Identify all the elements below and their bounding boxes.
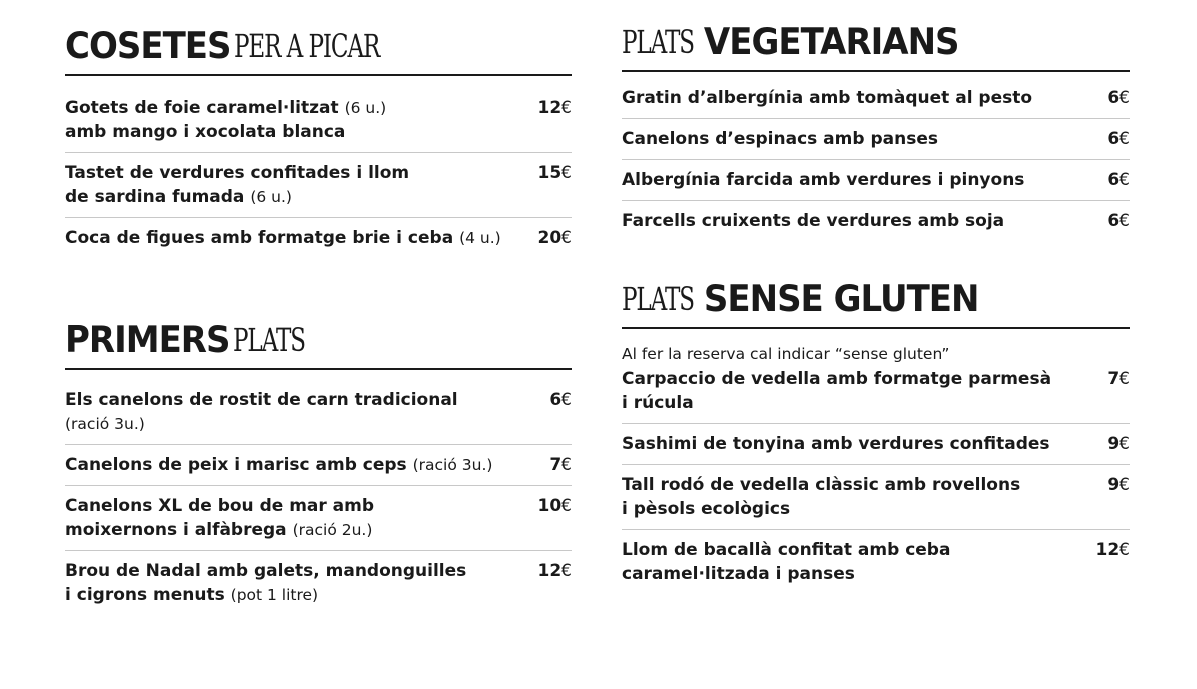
section-plats-vegetarians [622,22,1130,241]
menu-item [65,445,572,486]
menu-item-description [622,367,1051,415]
menu-item [65,370,572,445]
right-column [622,22,1130,594]
dish-name: Canelons XL de bou de mar amb [65,496,375,516]
euro-icon: € [1119,434,1130,454]
section-title-primers [65,320,572,370]
menu-item-description [622,538,950,586]
price-amount: 9 [1107,475,1120,495]
dish-name: Tall rodó de vedella clàssic amb rovellons [622,475,1021,495]
menu-item-description [65,388,458,436]
section-title-vegetarians [622,22,1130,72]
menu-list [65,370,572,615]
section-primers-plats [65,320,572,615]
euro-icon: € [1119,369,1130,389]
menu-item-description [65,226,501,250]
dish-name: Els canelons de rostit de carn tradicional [65,390,458,410]
dish-name-continued: i pèsols ecològics [622,499,791,519]
price-amount: 6 [1107,129,1120,149]
left-column [65,26,572,615]
title-light: PER A PICAR [234,27,380,65]
menu-list [622,365,1130,594]
menu-item [65,218,572,258]
euro-icon: € [561,163,572,183]
menu-item [622,72,1130,119]
dish-name: Canelons d’espinacs amb panses [622,129,938,149]
price-amount: 12 [537,98,562,118]
menu-list [622,72,1130,241]
menu-item [622,465,1130,530]
menu-item-description [622,127,938,151]
description-line-1 [622,432,1050,456]
menu-item [622,424,1130,465]
description-line-1 [622,86,1032,110]
menu-item [65,76,572,153]
euro-icon: € [1119,170,1130,190]
description-line-1 [622,367,1051,391]
title-light: PLATS [622,23,694,61]
title-light: PLATS [233,321,306,359]
euro-icon: € [1119,475,1130,495]
euro-icon: € [1119,88,1130,108]
description-line-1 [622,209,1004,233]
euro-icon: € [561,390,572,410]
price-amount: 6 [1107,170,1120,190]
menu-item-price [1107,432,1130,456]
price-amount: 6 [1107,88,1120,108]
euro-icon: € [561,228,572,248]
menu-item-price [1107,209,1130,233]
portion-note: (4 u.) [459,229,501,247]
menu-item-price [1096,538,1131,562]
euro-icon: € [561,455,572,475]
menu-item-price [538,226,573,250]
description-line-1 [65,559,466,583]
description-line-2 [65,185,409,209]
price-amount: 6 [1107,211,1120,231]
portion-note: (6 u.) [344,99,387,117]
euro-icon: € [1119,540,1130,560]
price-amount: 12 [537,561,562,581]
title-bold: VEGETARIANS [703,20,959,64]
section-title-cosetes [65,26,572,76]
title-light: PLATS [622,280,694,318]
description-line-1 [65,453,492,477]
dish-name-continued: caramel·litzada i panses [622,564,855,584]
description-line-1 [65,226,501,250]
menu-item-price [1107,367,1130,391]
portion-note: (ració 2u.) [292,521,373,539]
menu-item-description [65,559,466,607]
section-title-gluten [622,279,1130,329]
menu-item-description [622,86,1032,110]
dish-name: Tastet de verdures confitades i llom [65,163,410,183]
price-amount: 7 [1107,369,1120,389]
description-line-2 [65,518,374,542]
menu-item-description [65,96,386,144]
menu-item [65,153,572,218]
menu-item-description [65,453,492,477]
description-line-2 [65,412,458,436]
menu-item-description [622,432,1050,456]
portion-note: (pot 1 litre) [230,586,319,604]
menu-item-description [65,161,409,209]
price-amount: 6 [549,390,562,410]
menu-item [65,486,572,551]
description-line-1 [622,538,950,562]
description-line-2 [622,391,1051,415]
menu-item-price [1107,473,1130,497]
euro-icon: € [1119,211,1130,231]
description-line-2 [65,583,466,607]
description-line-1 [65,494,374,518]
dish-name-continued: amb mango i xocolata blanca [65,122,346,142]
dish-name-continued: de sardina fumada [65,187,245,207]
menu-item-price [538,161,573,185]
menu-item [65,551,572,615]
dish-name: Gotets de foie caramel·litzat [65,98,339,118]
gluten-note: Al fer la reserva cal indicar “sense gluten” [622,345,950,363]
dish-name: Albergínia farcida amb verdures i pinyons [622,170,1025,190]
dish-name: Sashimi de tonyina amb verdures confitades [622,434,1050,454]
menu-item-description [622,473,1020,521]
dish-name: Canelons de peix i marisc amb ceps [65,455,407,475]
dish-name: Llom de bacallà confitat amb ceba [622,540,951,560]
menu-item-price [1107,127,1130,151]
title-bold: SENSE GLUTEN [703,277,979,321]
menu-list [65,76,572,258]
description-line-2 [622,497,1020,521]
price-amount: 12 [1095,540,1120,560]
dish-name-continued: i rúcula [622,393,694,413]
dish-name: Carpaccio de vedella amb formatge parmesà [622,369,1052,389]
portion-note: (6 u.) [250,188,292,206]
description-line-1 [65,161,409,185]
price-amount: 10 [537,496,562,516]
euro-icon: € [561,98,572,118]
description-line-1 [622,473,1020,497]
price-amount: 7 [549,455,562,475]
portion-note: (ració 3u.) [65,415,145,433]
menu-item-description [622,209,1004,233]
euro-icon: € [1119,129,1130,149]
menu-item-price [538,559,573,583]
menu-item [622,119,1130,160]
description-line-1 [622,127,938,151]
title-bold: PRIMERS [65,318,230,362]
menu-item-price [549,388,572,412]
menu-item [622,160,1130,201]
dish-name: Coca de figues amb formatge brie i ceba [65,228,454,248]
dish-name-continued: i cigrons menuts [65,585,225,605]
description-line-2 [65,120,386,144]
description-line-1 [622,168,1024,192]
title-bold: COSETES [65,24,231,68]
euro-icon: € [561,496,572,516]
menu-item [622,201,1130,241]
menu-item [622,365,1130,424]
dish-name: Farcells cruixents de verdures amb soja [622,211,1005,231]
price-amount: 15 [537,163,562,183]
section-plats-sense-gluten [622,279,1130,594]
menu-item-price [1107,86,1130,110]
description-line-2 [622,562,950,586]
menu-item-description [622,168,1024,192]
portion-note: (ració 3u.) [412,456,493,474]
menu-item [622,530,1130,594]
description-line-1 [65,388,458,412]
dish-name: Gratin d’albergínia amb tomàquet al pesto [622,88,1033,108]
menu-item-price [549,453,572,477]
euro-icon: € [561,561,572,581]
section-cosetes [65,26,572,258]
dish-name: Brou de Nadal amb galets, mandonguilles [65,561,467,581]
price-amount: 20 [537,228,562,248]
description-line-1 [65,96,386,120]
dish-name-continued: moixernons i alfàbrega [65,520,287,540]
menu-item-price [538,96,573,120]
menu-item-description [65,494,374,542]
menu-item-price [1107,168,1130,192]
price-amount: 9 [1107,434,1120,454]
menu-item-price [538,494,573,518]
